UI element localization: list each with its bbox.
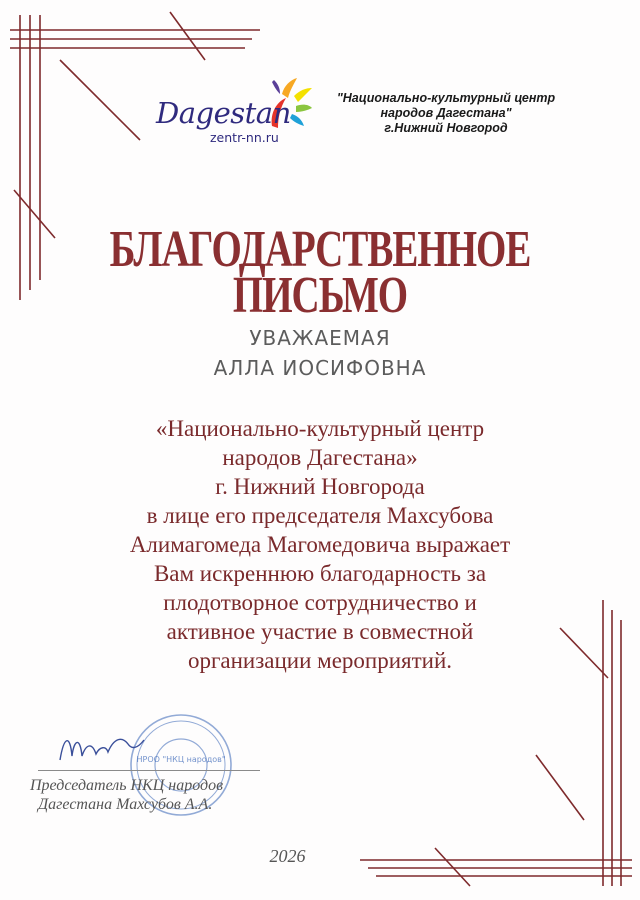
signatory-name: Дагестана Махсубов А.А.: [38, 796, 213, 813]
signature-line: [38, 770, 260, 771]
body-line: активное участие в совместной: [166, 619, 474, 644]
document-title-line-1: БЛАГОДАРСТВЕННОЕ: [109, 221, 531, 279]
org-header-line-1: "Национально-культурный центр: [336, 91, 556, 105]
body-line: народов Дагестана»: [222, 445, 418, 470]
body-line: Алимагомеда Магомедовича выражает: [129, 532, 511, 557]
document-year: 2026: [269, 846, 306, 866]
handwritten-signature: [56, 726, 146, 766]
organization-header: [316, 91, 576, 136]
signature-block: [30, 708, 330, 828]
body-line: организации мероприятий.: [187, 648, 453, 673]
org-header-line-2: народов Дагестана": [380, 106, 512, 120]
letter-body: [0, 414, 640, 675]
body-line: г. Нижний Новгорода: [215, 474, 425, 499]
body-line: Вам искреннюю благодарность за: [153, 561, 487, 586]
org-header-line-3: г.Нижний Новгород: [384, 121, 508, 135]
body-line: «Национально-культурный центр: [155, 416, 485, 441]
body-line: плодотворное сотрудничество и: [163, 590, 477, 615]
organization-logo: [148, 74, 308, 154]
body-line: в лице его председателя Махсубова: [146, 503, 494, 528]
greeting-line-1: УВАЖАЕМАЯ: [249, 326, 391, 350]
signature-caption: [30, 776, 270, 814]
logo-website: zentr-nn.ru: [210, 130, 279, 145]
logo-wordmark: Dagestan: [156, 96, 291, 130]
recipient-name: АЛЛА ИОСИФОВНА: [213, 356, 427, 380]
stamp-text: НРОО "НКЦ народов": [136, 755, 226, 764]
document-title-line-2: ПИСЬМО: [232, 267, 408, 325]
signatory-title: Председатель НКЦ народов: [30, 777, 224, 794]
